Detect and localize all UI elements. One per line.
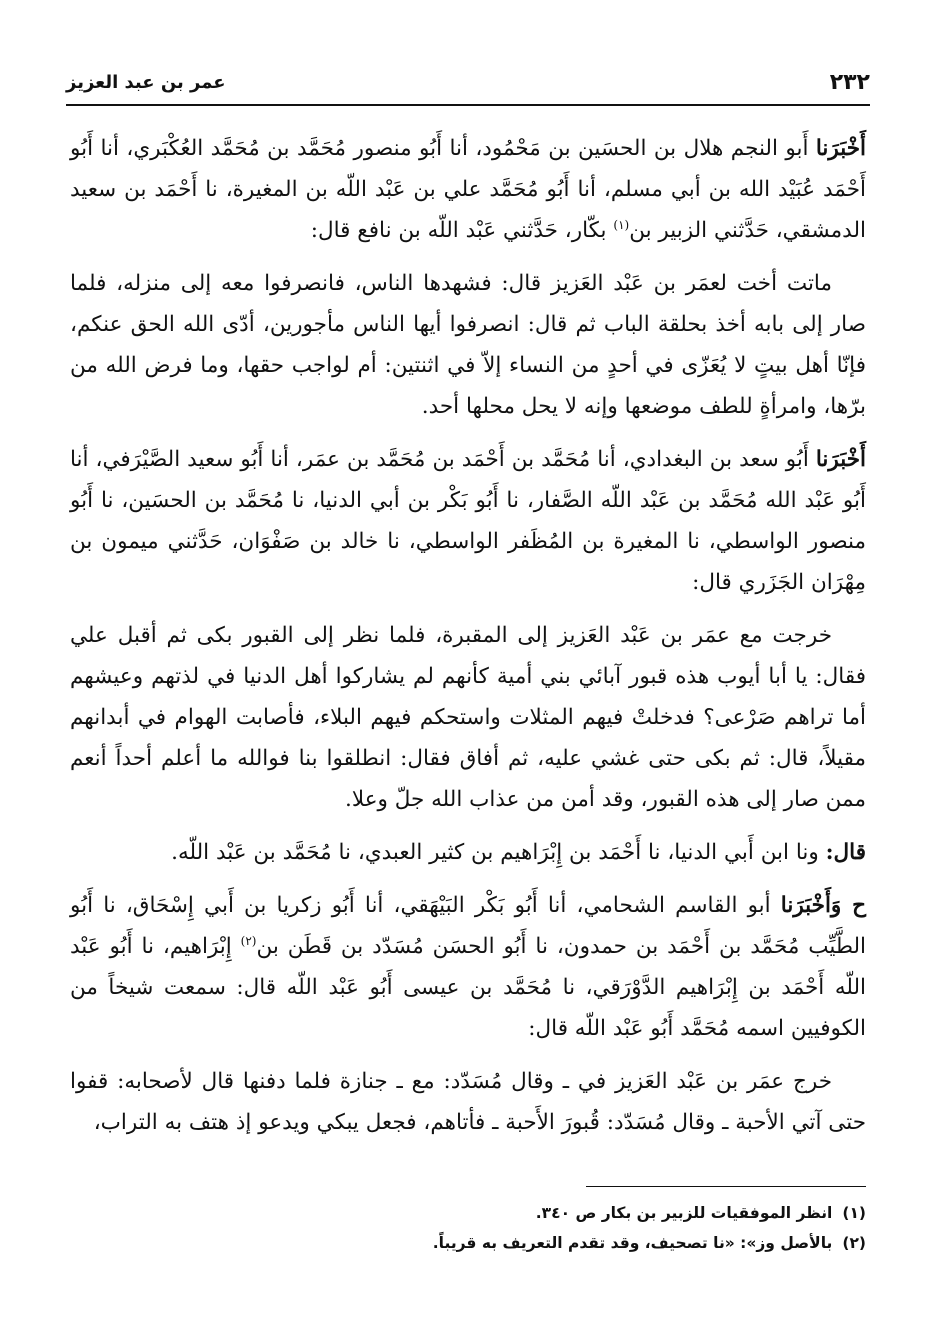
paragraph-text: أَبو النجم هلال بن الحسَين بن مَحْمُود، أنا أَبُو منصور مُحَمَّد بن مُحَمَّد العُكْبَري، أنا أَبُو أَحْمَد عُبَيْد الله بن أبي مسلم، أنا أَبُو مُحَمَّد علي بن عَبْد اللّه بن المغيرة، نا أَحْمَد بن سعيد الدمشقي، حَدَّثني الزبير بن: [70, 136, 866, 243]
footnote-text: انظر الموفقيات للزبير بن بكار ص ٣٤٠.: [535, 1204, 833, 1222]
footnote-number: (١): [842, 1204, 866, 1222]
paragraph-text: أَبُو سعد بن البغدادي، أنا مُحَمَّد بن أَحْمَد بن مُحَمَّد بن عمَر، أنا أَبُو سعيد الصَّيْرَفي، أنا أَبُو عَبْد الله مُحَمَّد بن عَبْد اللّه الصَّفار، نا أَبُو بَكْر بن أبي الدنيا، نا مُحَمَّد بن الحسَين، نا أَبُو منصور الواسطي، نا المغيرة بن المُظَفر الواسطي، نا خالد بن صَفْوَان، حَدَّثني ميمون بن مِهْرَان الجَزَري قال:: [70, 447, 866, 595]
footnote-marker-1: (١): [613, 217, 630, 232]
keyword-wa-akhbarana: ح وَأَخْبَرَنا: [780, 893, 866, 918]
footnote-text: بالأصل وز»: «نا تصحيف، وقد تقدم التعريف به قريباً.: [432, 1234, 833, 1252]
paragraph-text: إِبْرَاهيم، نا أَبُو عَبْد اللّه أَحْمَد بن إِبْرَاهيم الدَّوْرَقي، نا مُحَمَّد بن عيسى أَبُو عَبْد اللّه قال: سمعت شيخاً من الكوفيين اسمه مُحَمَّد أَبُو عَبْد اللّه قال:: [70, 934, 866, 1041]
footnote-1: [70, 1198, 866, 1228]
paragraph-text: أبو القاسم الشحامي، أنا أَبُو بَكْر البَيْهَقي، أنا أَبُو زكريا بن أَبي إِسْحَاق، نا أَبُو الطَّيِّب مُحَمَّد بن أَحْمَد بن حمدون، نا أَبُو الحسَن مُسَدّد بن قَطَن بن: [70, 893, 866, 959]
paragraph-isnad-1: [70, 128, 866, 251]
paragraph-isnad-3: [70, 832, 866, 873]
page-header: [66, 62, 870, 102]
footnotes: [70, 1198, 866, 1258]
running-title: عمر بن عبد العزيز: [66, 71, 226, 93]
header-divider: [66, 104, 870, 106]
footnote-2: [70, 1228, 866, 1258]
keyword-qala: قال:: [825, 840, 866, 865]
keyword-akhbarana: أَخْبَرَنا: [815, 447, 866, 472]
page-number: ٢٣٢: [829, 69, 870, 95]
footnote-number: (٢): [842, 1234, 866, 1252]
paragraph-isnad-4: [70, 885, 866, 1049]
paragraph-isnad-2: [70, 439, 866, 603]
paragraph-narration-1: ماتت أخت لعمَر بن عَبْد العَزيز قال: فشهدها الناس، فانصرفوا معه إلى منزله، فلما صار إلى بابه أخذ بحلقة الباب ثم قال: انصرفوا أيها الناس مأجورين، أدّى الله الحق عنكم، فإنّا أهل بيتٍ لا يُعَزّى في أحدٍ من النساء إلاّ في اثنتين: أم لواجب حقها، وما فرض الله من برّها، وامرأةٍ للطف موضعها وإنه لا يحل محلها أحد.: [70, 271, 866, 419]
footnote-divider: [586, 1186, 866, 1187]
main-text: [70, 128, 866, 1155]
paragraph-text: بكّار، حَدَّثني عَبْد اللّه بن نافع قال:: [310, 218, 614, 243]
footnote-marker-2: (٢): [240, 933, 257, 948]
keyword-akhbarana: أَخْبَرَنا: [815, 136, 866, 161]
paragraph-narration-2: خرجت مع عمَر بن عَبْد العَزيز إلى المقبرة، فلما نظر إلى القبور بكى ثم أقبل علي فقال: يا أبا أيوب هذه قبور آبائي بني أمية كأنهم لم يشاركوا أهل الدنيا في لذتهم وعيشهم أما تراهم صَرْعى؟ فدخلتْ فيهم المثلات واستحكم فيهم البلاء، فأصابت الهوام في أبدانهم مقيلاً، قال: ثم بكى حتى غشي عليه، ثم أفاق فقال: انطلقوا بنا فوالله ما أعلم أحداً أنعم ممن صار إلى هذه القبور، وقد أمن من عذاب الله جلّ وعلا.: [70, 623, 866, 812]
paragraph-narration-3: خرج عمَر بن عَبْد العَزيز في ـ وقال مُسَدّد: مع ـ جنازة فلما دفنها قال لأصحابه: قفوا حتى آتي الأحبة ـ وقال مُسَدّد: قُبورَ الأَحبة ـ فأتاهم، فجعل يبكي ويدعو إذ هتف به التراب،: [70, 1069, 866, 1135]
paragraph-text: ونا ابن أَبي الدنيا، نا أَحْمَد بن إِبْرَاهيم بن كثير العبدي، نا مُحَمَّد بن عَبْد اللّه.: [171, 840, 826, 865]
